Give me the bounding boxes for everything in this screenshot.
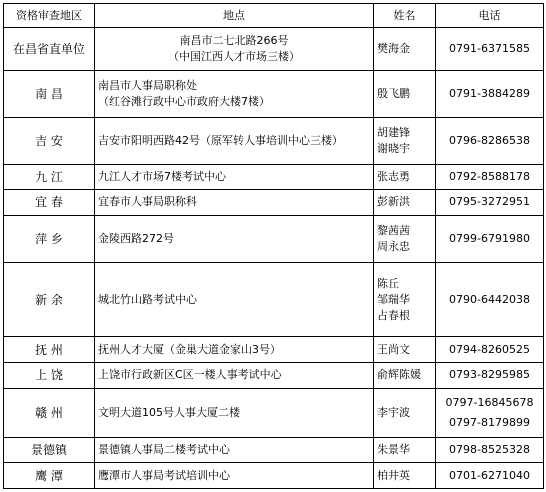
address-cell bbox=[95, 363, 374, 389]
table-row bbox=[4, 437, 544, 463]
phone-cell bbox=[436, 215, 544, 262]
address-cell bbox=[95, 437, 374, 463]
contact-name: 俞辉陈媛 bbox=[377, 368, 421, 382]
contact-name: 张志勇 bbox=[377, 169, 410, 183]
address-cell bbox=[95, 215, 374, 262]
address-cell bbox=[95, 117, 374, 164]
region-cell: 赣 州 bbox=[4, 388, 95, 437]
region-cell: 南 昌 bbox=[4, 70, 95, 117]
region-cell: 在昌省直单位 bbox=[4, 28, 95, 71]
table-row bbox=[4, 190, 544, 216]
address-cell bbox=[95, 262, 374, 337]
contact-name: 彭新洪 bbox=[377, 195, 410, 209]
phone-cell bbox=[436, 463, 544, 489]
address-line: （中国江西人才市场三楼） bbox=[168, 49, 300, 63]
contact-name: 殷飞鹏 bbox=[377, 86, 410, 100]
header-address: 地点 bbox=[95, 4, 374, 28]
region-cell: 鹰 潭 bbox=[4, 463, 95, 489]
name-cell bbox=[374, 262, 436, 337]
phone-number: 0796-8286538 bbox=[449, 133, 530, 147]
name-cell bbox=[374, 164, 436, 190]
table-row bbox=[4, 28, 544, 71]
phone-number: 0799-6791980 bbox=[449, 231, 530, 245]
region-cell: 萍 乡 bbox=[4, 215, 95, 262]
region-cell: 景德镇 bbox=[4, 437, 95, 463]
phone-number: 0797-16845678 bbox=[445, 395, 534, 409]
phone-number: 0791-6371585 bbox=[449, 41, 530, 55]
phone-cell bbox=[436, 437, 544, 463]
address-line: 鹰潭市人事局考试培训中心 bbox=[98, 468, 230, 482]
table-row bbox=[4, 262, 544, 337]
phone-number: 0798-8525328 bbox=[449, 443, 530, 457]
address-cell bbox=[95, 70, 374, 117]
address-line: （红谷滩行政中心市政府大楼7楼） bbox=[98, 94, 270, 108]
phone-cell bbox=[436, 117, 544, 164]
address-line: 南昌市二七北路266号 bbox=[179, 33, 289, 47]
address-line: 城北竹山路考试中心 bbox=[98, 292, 197, 306]
phone-cell bbox=[436, 70, 544, 117]
contact-name: 谢晓宇 bbox=[377, 141, 410, 155]
address-cell bbox=[95, 337, 374, 363]
phone-number: 0797-8179899 bbox=[449, 415, 530, 429]
phone-number: 0794-8260525 bbox=[449, 342, 530, 356]
address-line: 南昌市人事局职称处 bbox=[98, 78, 197, 92]
header-name: 姓名 bbox=[374, 4, 436, 28]
phone-cell bbox=[436, 190, 544, 216]
name-cell bbox=[374, 117, 436, 164]
phone-number: 0793-8295985 bbox=[449, 368, 530, 382]
contact-name: 黎茜茜 bbox=[377, 223, 410, 237]
phone-number: 0701-6271040 bbox=[449, 468, 530, 482]
address-line: 吉安市阳明西路42号（原军转人事培训中心三楼） bbox=[98, 133, 343, 147]
table-row bbox=[4, 215, 544, 262]
name-cell bbox=[374, 463, 436, 489]
region-cell: 吉 安 bbox=[4, 117, 95, 164]
region-cell: 抚 州 bbox=[4, 337, 95, 363]
address-line: 九江人才市场7楼考试中心 bbox=[98, 169, 226, 183]
phone-number: 0795-3272951 bbox=[449, 195, 530, 209]
region-cell: 九 江 bbox=[4, 164, 95, 190]
address-cell bbox=[95, 28, 374, 71]
phone-cell bbox=[436, 388, 544, 437]
contact-name: 柏井英 bbox=[377, 468, 410, 482]
exam-location-table bbox=[3, 3, 544, 489]
phone-number: 0790-6442038 bbox=[449, 292, 530, 306]
address-line: 金陵西路272号 bbox=[98, 231, 174, 245]
phone-number: 0792-8588178 bbox=[449, 169, 530, 183]
address-cell bbox=[95, 463, 374, 489]
name-cell bbox=[374, 28, 436, 71]
table-row bbox=[4, 70, 544, 117]
address-line: 文明大道105号人事大厦二楼 bbox=[98, 405, 240, 419]
region-cell: 上 饶 bbox=[4, 363, 95, 389]
header-row bbox=[4, 4, 544, 28]
contact-name: 樊海金 bbox=[377, 41, 410, 55]
address-cell bbox=[95, 164, 374, 190]
name-cell bbox=[374, 190, 436, 216]
name-cell bbox=[374, 363, 436, 389]
region-cell: 宜 春 bbox=[4, 190, 95, 216]
address-line: 抚州人才大厦（金巢大道金家山3号） bbox=[98, 342, 281, 356]
contact-name: 朱景华 bbox=[377, 443, 410, 457]
table-row bbox=[4, 164, 544, 190]
contact-name: 王尚文 bbox=[377, 342, 410, 356]
phone-cell bbox=[436, 363, 544, 389]
name-cell bbox=[374, 70, 436, 117]
contact-name: 占春根 bbox=[377, 308, 410, 322]
contact-name: 周永忠 bbox=[377, 239, 410, 253]
name-cell bbox=[374, 337, 436, 363]
address-line: 宜春市人事局职称科 bbox=[98, 195, 197, 209]
contact-name: 陈丘 bbox=[377, 276, 399, 290]
table-row bbox=[4, 117, 544, 164]
address-line: 景德镇人事局二楼考试中心 bbox=[98, 443, 230, 457]
address-line: 上饶市行政新区C区一楼人事考试中心 bbox=[98, 368, 282, 382]
contact-name: 李宇波 bbox=[377, 405, 410, 419]
region-cell: 新 余 bbox=[4, 262, 95, 337]
name-cell bbox=[374, 437, 436, 463]
phone-cell bbox=[436, 28, 544, 71]
table-row bbox=[4, 337, 544, 363]
address-cell bbox=[95, 388, 374, 437]
phone-number: 0791-3884289 bbox=[449, 86, 530, 100]
table-row bbox=[4, 388, 544, 437]
header-region: 资格审查地区 bbox=[4, 4, 95, 28]
phone-cell bbox=[436, 164, 544, 190]
contact-name: 邹瑞华 bbox=[377, 292, 410, 306]
phone-cell bbox=[436, 337, 544, 363]
table-row bbox=[4, 363, 544, 389]
address-cell bbox=[95, 190, 374, 216]
header-phone: 电话 bbox=[436, 4, 544, 28]
phone-cell bbox=[436, 262, 544, 337]
name-cell bbox=[374, 388, 436, 437]
contact-name: 胡建锋 bbox=[377, 125, 410, 139]
name-cell bbox=[374, 215, 436, 262]
table-row bbox=[4, 463, 544, 489]
